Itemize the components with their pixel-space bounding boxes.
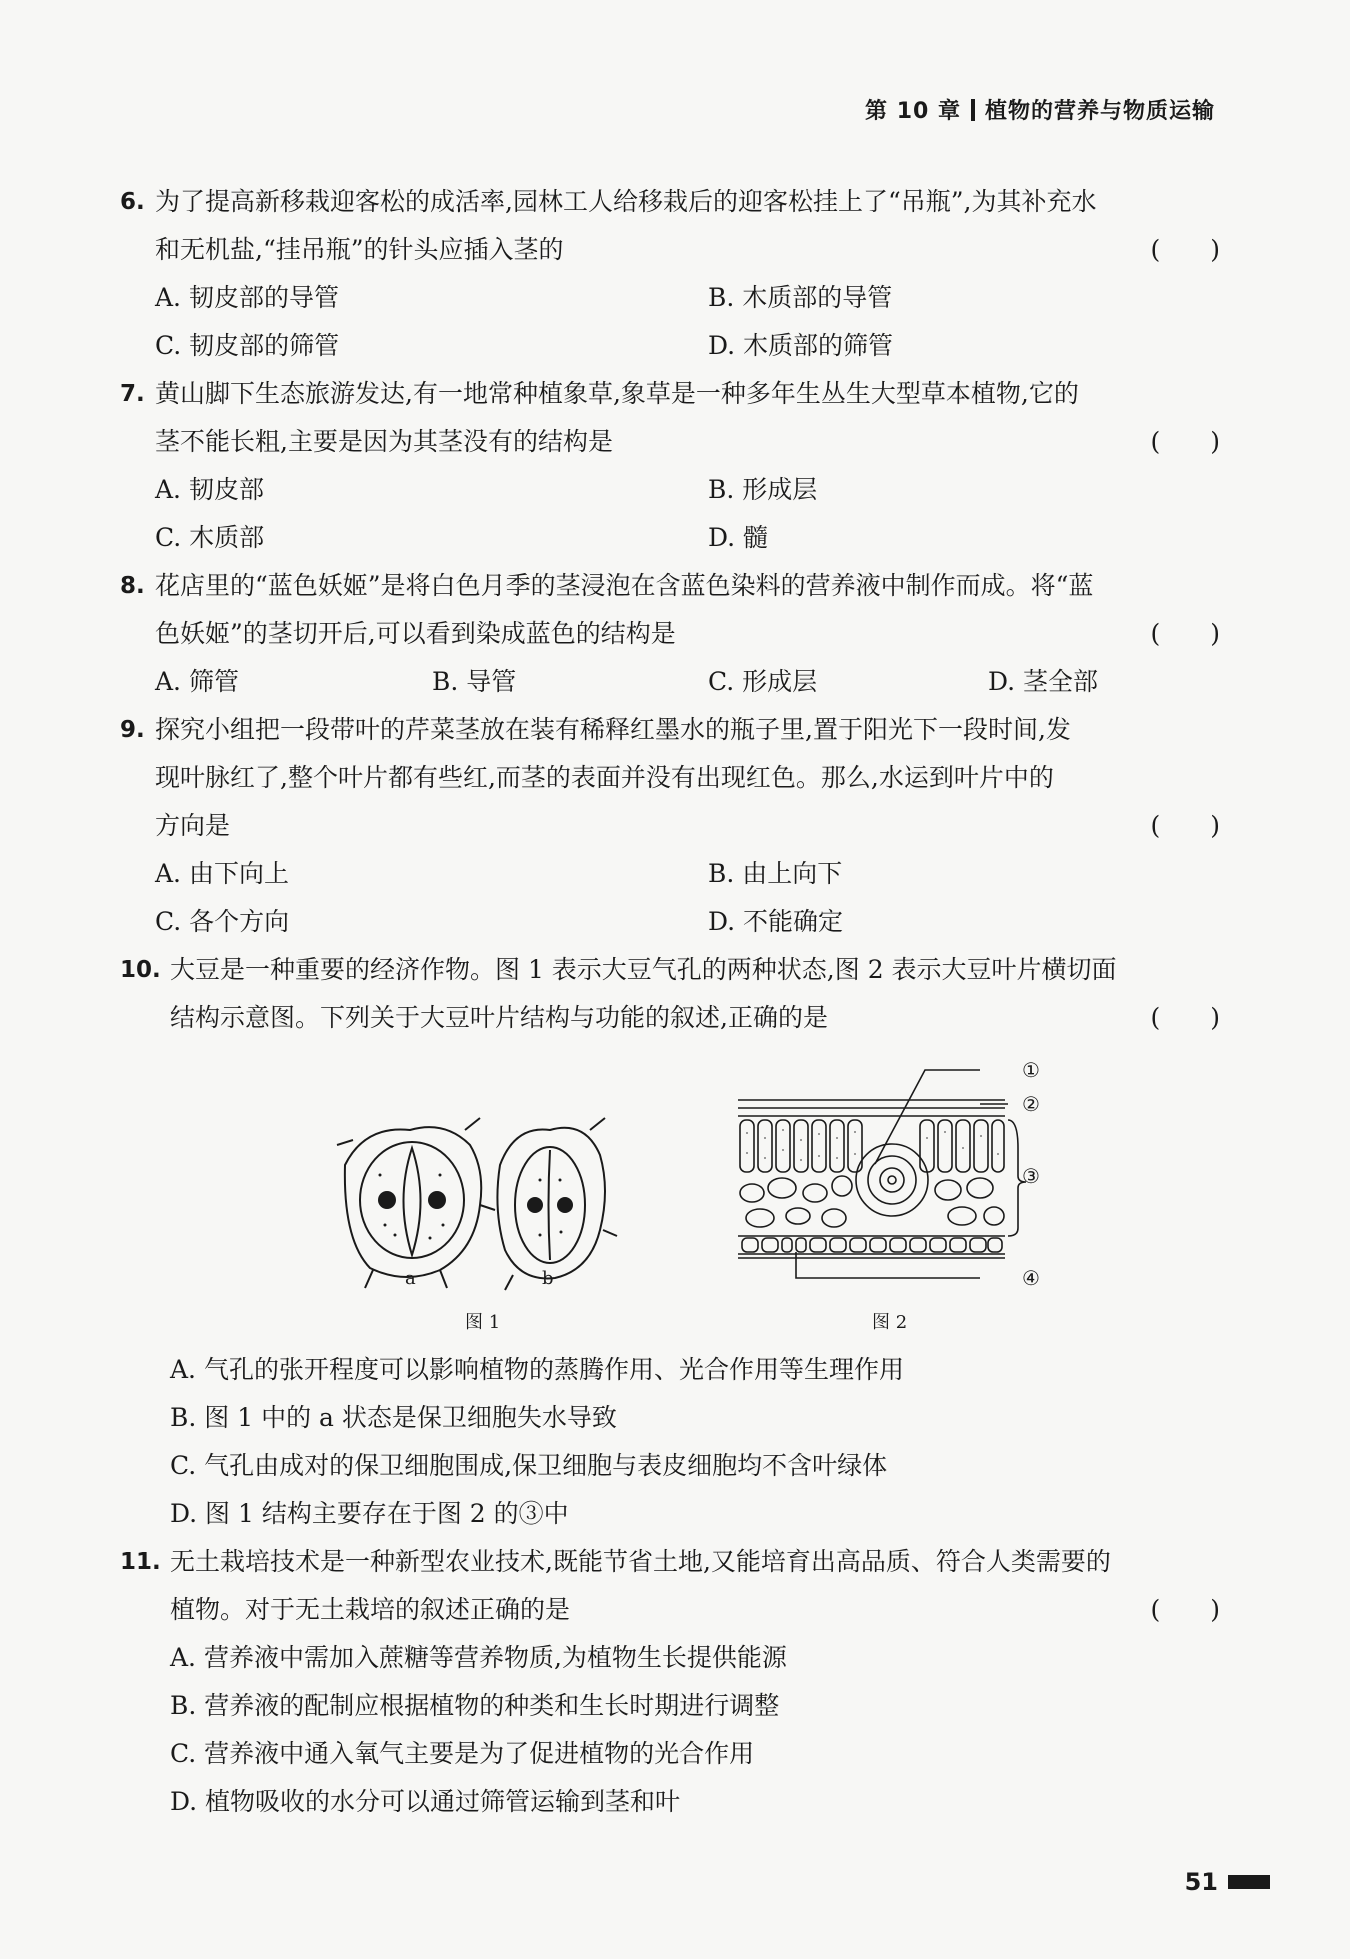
figure-2-label-2: ② xyxy=(1022,1092,1040,1116)
option-b: B. 由上向下 xyxy=(708,859,843,888)
option-d: D. 髓 xyxy=(708,523,769,552)
option-c: C. 营养液中通入氧气主要是为了促进植物的光合作用 xyxy=(170,1739,755,1768)
option-c: C. 各个方向 xyxy=(155,907,290,936)
header-divider xyxy=(971,99,975,121)
question-6 xyxy=(120,178,1220,370)
chapter-title: 植物的营养与物质运输 xyxy=(984,99,1215,124)
question-text-line: 无土栽培技术是一种新型农业技术,既能节省土地,又能培育出高品质、符合人类需要的 xyxy=(170,1547,1111,1576)
question-10 xyxy=(120,946,1220,1042)
answer-blank: ( ) xyxy=(1150,619,1220,648)
option-row xyxy=(120,1346,1220,1394)
figure-2-label-3: ③ xyxy=(1022,1164,1040,1188)
option-row xyxy=(120,1778,1220,1826)
option-d: D. 植物吸收的水分可以通过筛管运输到茎和叶 xyxy=(170,1787,681,1816)
question-9 xyxy=(120,706,1220,946)
option-c: C. 气孔由成对的保卫细胞围成,保卫细胞与表皮细胞均不含叶绿体 xyxy=(170,1451,888,1480)
question-7 xyxy=(120,370,1220,562)
question-number: 8. xyxy=(120,573,145,599)
question-number: 7. xyxy=(120,381,145,407)
option-b: B. 形成层 xyxy=(708,475,818,504)
option-row xyxy=(120,1730,1220,1778)
answer-blank: ( ) xyxy=(1150,1595,1220,1624)
option-d: D. 不能确定 xyxy=(708,907,844,936)
figure-2-label-1: ① xyxy=(1022,1058,1040,1082)
figure-1-label-a: a xyxy=(405,1268,416,1289)
option-row xyxy=(120,898,1220,946)
question-11 xyxy=(120,1538,1220,1826)
question-text-line: 大豆是一种重要的经济作物。图 1 表示大豆气孔的两种状态,图 2 表示大豆叶片横切面 xyxy=(170,955,1117,984)
figure-2-caption: 图 2 xyxy=(872,1312,908,1333)
question-text-line: 花店里的“蓝色妖姬”是将白色月季的茎浸泡在含蓝色染料的营养液中制作而成。将“蓝 xyxy=(155,571,1094,600)
option-row xyxy=(120,1442,1220,1490)
question-text-line: 现叶脉红了,整个叶片都有些红,而茎的表面并没有出现红色。那么,水运到叶片中的 xyxy=(155,763,1054,792)
option-row xyxy=(120,1490,1220,1538)
footer-bar xyxy=(1228,1875,1270,1889)
option-row xyxy=(120,466,1220,514)
option-b: B. 导管 xyxy=(432,667,517,696)
option-a: A. 筛管 xyxy=(155,667,239,696)
option-row xyxy=(120,1634,1220,1682)
figure-2-leaf-cross-section xyxy=(730,1058,1030,1298)
option-b: B. 营养液的配制应根据植物的种类和生长时期进行调整 xyxy=(170,1691,780,1720)
question-text-line: 和无机盐,“挂吊瓶”的针头应插入茎的 xyxy=(155,235,564,264)
question-number: 6. xyxy=(120,189,145,215)
option-row xyxy=(120,274,1220,322)
option-c: C. 木质部 xyxy=(155,523,265,552)
question-number: 9. xyxy=(120,717,145,743)
figure-1-caption: 图 1 xyxy=(465,1312,501,1333)
question-number: 10. xyxy=(120,957,161,983)
answer-blank: ( ) xyxy=(1150,1003,1220,1032)
answer-blank: ( ) xyxy=(1150,427,1220,456)
question-text-line: 结构示意图。下列关于大豆叶片结构与功能的叙述,正确的是 xyxy=(170,1003,828,1032)
option-a: A. 由下向上 xyxy=(155,859,289,888)
page-footer xyxy=(1185,1868,1270,1896)
question-text-line: 探究小组把一段带叶的芹菜茎放在装有稀释红墨水的瓶子里,置于阳光下一段时间,发 xyxy=(155,715,1071,744)
answer-blank: ( ) xyxy=(1150,235,1220,264)
chapter-header xyxy=(865,94,1215,125)
question-text-line: 植物。对于无土栽培的叙述正确的是 xyxy=(170,1595,571,1624)
figure-2-label-4: ④ xyxy=(1022,1266,1040,1290)
question-text-line: 黄山脚下生态旅游发达,有一地常种植象草,象草是一种多年生丛生大型草本植物,它的 xyxy=(155,379,1079,408)
option-row xyxy=(120,1394,1220,1442)
figure-1-label-b: b xyxy=(542,1268,554,1289)
option-row xyxy=(120,850,1220,898)
option-b: B. 木质部的导管 xyxy=(708,283,893,312)
answer-blank: ( ) xyxy=(1150,811,1220,840)
page-number: 51 xyxy=(1184,1868,1218,1896)
option-a: A. 韧皮部 xyxy=(155,475,264,504)
question-text-line: 方向是 xyxy=(155,811,231,840)
question-text-line: 为了提高新移栽迎客松的成活率,园林工人给移栽后的迎客松挂上了“吊瓶”,为其补充水 xyxy=(155,187,1097,216)
figure-1-stomata xyxy=(335,1110,635,1300)
option-row xyxy=(120,322,1220,370)
option-row xyxy=(120,658,1220,706)
question-number: 11. xyxy=(120,1549,161,1575)
option-a: A. 气孔的张开程度可以影响植物的蒸腾作用、光合作用等生理作用 xyxy=(170,1355,904,1384)
option-row xyxy=(120,1682,1220,1730)
option-d: D. 木质部的筛管 xyxy=(708,331,894,360)
option-c: C. 形成层 xyxy=(708,667,818,696)
option-a: A. 韧皮部的导管 xyxy=(155,283,339,312)
question-8 xyxy=(120,562,1220,706)
option-c: C. 韧皮部的筛管 xyxy=(155,331,340,360)
question-text-line: 色妖姬”的茎切开后,可以看到染成蓝色的结构是 xyxy=(155,619,676,648)
option-b: B. 图 1 中的 a 状态是保卫细胞失水导致 xyxy=(170,1403,617,1432)
option-a: A. 营养液中需加入蔗糖等营养物质,为植物生长提供能源 xyxy=(170,1643,787,1672)
option-d: D. 茎全部 xyxy=(988,667,1099,696)
option-d: D. 图 1 结构主要存在于图 2 的③中 xyxy=(170,1499,569,1528)
question-10-options xyxy=(120,1346,1220,1538)
chapter-number: 第 10 章 xyxy=(865,99,961,124)
option-row xyxy=(120,514,1220,562)
question-text-line: 茎不能长粗,主要是因为其茎没有的结构是 xyxy=(155,427,613,456)
